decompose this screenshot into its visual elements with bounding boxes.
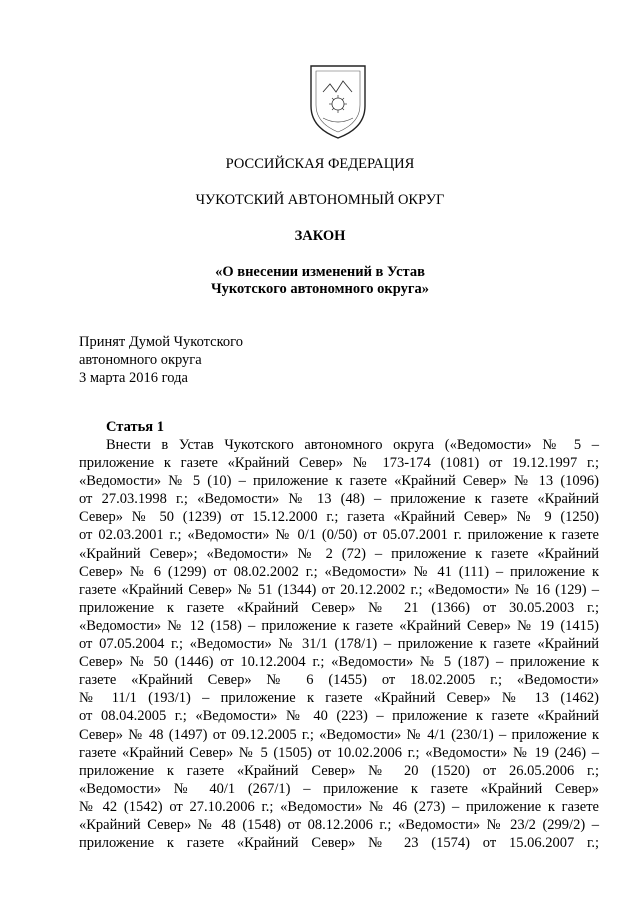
article-line: «Крайний Север»; «Ведомости» № 2 (72) – приложение к газете «Крайний bbox=[79, 545, 599, 562]
article-line: № 42 (1542) от 27.10.2006 г.; «Ведомости» № 46 (273) – приложение к газете bbox=[79, 798, 599, 815]
article-line: газете «Крайний Север» № 6 (1455) от 18.02.2005 г.; «Ведомости» bbox=[79, 672, 599, 689]
law-title-line-1: «О внесении изменений в Устав bbox=[215, 264, 425, 280]
article-line: газете «Крайний Север» № 51 (1344) от 20.12.2002 г.; «Ведомости» № 16 (129) – bbox=[79, 581, 599, 598]
article-line: Север» № 6 (1299) от 08.02.2002 г.; «Ведомости» № 41 (111) – приложение к bbox=[79, 563, 599, 580]
coat-of-arms-emblem bbox=[303, 62, 373, 142]
article-line: от 27.03.1998 г.; «Ведомости» № 13 (48) – приложение к газете «Крайний bbox=[79, 491, 599, 508]
country-heading: РОССИЙСКАЯ ФЕДЕРАЦИЯ bbox=[225, 156, 415, 172]
article-line: «Ведомости» № 40/1 (267/1) – приложение к газете «Крайний Север» bbox=[79, 780, 599, 797]
article-line: «Ведомости» № 5 (10) – приложение к газете «Крайний Север» № 13 (1096) bbox=[79, 473, 599, 490]
article-line: от 07.05.2004 г.; «Ведомости» № 31/1 (178/1) – приложение к газете «Крайний bbox=[79, 636, 599, 653]
article-line: от 08.04.2005 г.; «Ведомости» № 40 (223) – приложение к газете «Крайний bbox=[79, 708, 599, 725]
article-title: Статья 1 bbox=[106, 419, 164, 435]
document-type-heading: ЗАКОН bbox=[294, 228, 346, 244]
article-line: Север» № 50 (1239) от 15.12.2000 г.; газета «Крайний Север» № 9 (1250) bbox=[79, 509, 599, 526]
article-line: приложение к газете «Крайний Север» № 21 (1366) от 30.05.2003 г.; bbox=[79, 599, 599, 616]
article-line: Внести в Устав Чукотского автономного округа («Ведомости» № 5 – bbox=[106, 437, 599, 453]
adoption-line: Принят Думой Чукотского bbox=[79, 334, 244, 350]
article-line: «Ведомости» № 12 (158) – приложение к газете «Крайний Север» № 19 (1415) bbox=[79, 617, 599, 634]
region-heading: ЧУКОТСКИЙ АВТОНОМНЫЙ ОКРУГ bbox=[195, 192, 445, 208]
article-line: приложение к газете «Крайний Север» № 173-174 (1081) от 19.12.1997 г.; bbox=[79, 455, 599, 472]
article-line: газете «Крайний Север» № 5 (1505) от 10.02.2006 г.; «Ведомости» № 19 (246) – bbox=[79, 744, 599, 761]
article-line: приложение к газете «Крайний Север» № 20 (1520) от 26.05.2006 г.; bbox=[79, 762, 599, 779]
article-body bbox=[79, 436, 599, 852]
article-line: «Крайний Север» № 48 (1548) от 08.12.2006 г.; «Ведомости» № 23/2 (299/2) – bbox=[79, 816, 599, 833]
article-line: приложение к газете «Крайний Север» № 23 (1574) от 15.06.2007 г.; bbox=[79, 835, 599, 852]
article-line: от 02.03.2001 г.; «Ведомости» № 0/1 (0/50) от 05.07.2001 г. приложение к газете bbox=[79, 527, 599, 544]
adoption-line: автономного округа bbox=[79, 352, 202, 368]
article-line: Север» № 50 (1446) от 10.12.2004 г.; «Ведомости» № 5 (187) – приложение к bbox=[79, 654, 599, 671]
article-line: № 11/1 (193/1) – приложение к газете «Крайний Север» № 13 (1462) bbox=[79, 690, 599, 707]
adoption-info bbox=[79, 333, 243, 387]
adoption-date: 3 марта 2016 года bbox=[79, 370, 188, 386]
article-line: Север» № 48 (1497) от 09.12.2005 г.; «Ведомости» № 4/1 (230/1) – приложение к bbox=[79, 726, 599, 743]
law-title-line-2: Чукотского автономного округа» bbox=[211, 281, 429, 297]
